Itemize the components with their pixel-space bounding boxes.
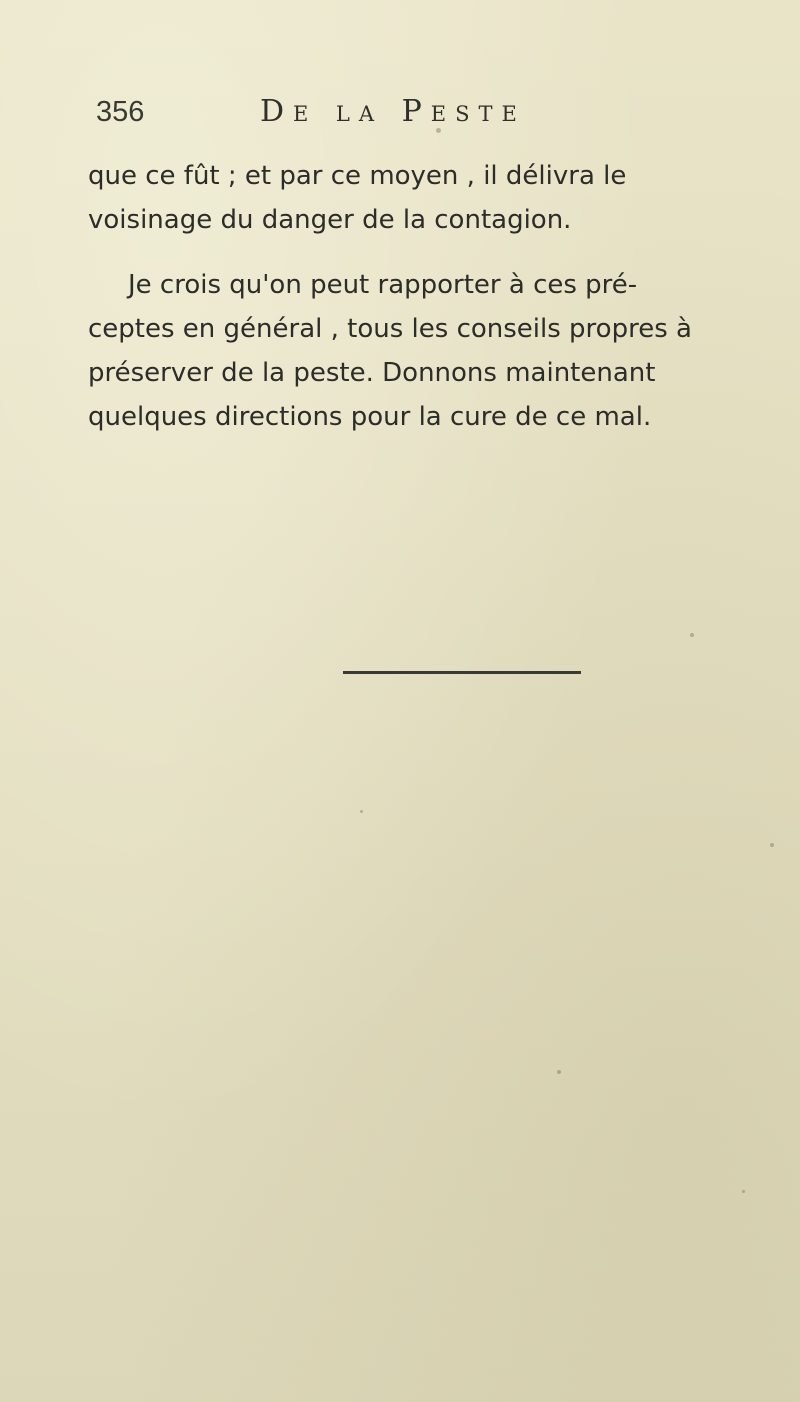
body-text <box>88 154 728 439</box>
paper-speck <box>742 1190 745 1193</box>
paper-speck <box>690 633 694 637</box>
running-title: De la Peste <box>260 94 526 129</box>
paper-speck <box>360 810 363 813</box>
text-line: quelques directions pour la cure de ce mal. <box>88 402 652 432</box>
paragraph-1 <box>88 154 728 242</box>
paper-speck <box>436 128 441 133</box>
end-of-chapter-rule <box>343 671 581 674</box>
text-line: préserver de la peste. Donnons maintenant <box>88 358 656 388</box>
page-header <box>96 96 716 136</box>
paragraph-2 <box>88 263 728 439</box>
page-number: 356 <box>96 96 145 128</box>
paper-speck <box>770 843 774 847</box>
text-line: Je crois qu'on peut rapporter à ces pré- <box>128 270 638 300</box>
text-line: voisinage du danger de la contagion. <box>88 205 572 235</box>
paper-speck <box>557 1070 561 1074</box>
text-line: ceptes en général , tous les conseils propres à <box>88 314 692 344</box>
text-line: que ce fût ; et par ce moyen , il délivra le <box>88 161 627 191</box>
